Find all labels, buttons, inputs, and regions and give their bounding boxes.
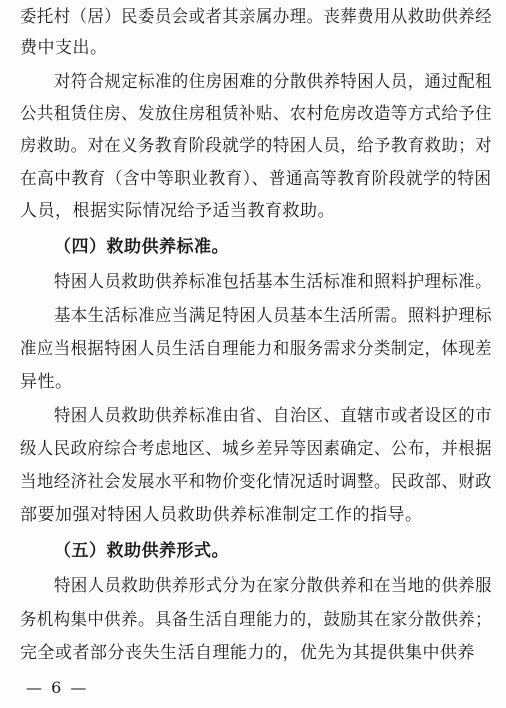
- paragraph-line: 房救助。对在义务教育阶段就学的特困人员，给予教育救助；对: [20, 136, 493, 156]
- paragraph-line: 公共租赁住房、发放住房租赁补贴、农村危房改造等方式给予住: [20, 104, 493, 124]
- paragraph-line: 人员，根据实际情况给予适当教育救助。: [20, 201, 335, 221]
- section-heading: （四）救助供养标准。: [54, 237, 229, 257]
- page-number: — 6 —: [26, 678, 89, 697]
- paragraph-line: 务机构集中供养。具备生活自理能力的，鼓励其在家分散供养；: [20, 610, 493, 630]
- paragraph-line: 部要加强对特困人员救助供养标准制定工作的指导。: [20, 505, 423, 525]
- paragraph-line: 费中支出。: [20, 38, 108, 58]
- paragraph-line: 对符合规定标准的住房困难的分散供养特困人员，通过配租: [54, 72, 492, 92]
- paragraph-line: 在高中教育（含中等职业教育）、普通高等教育阶段就学的特困: [20, 169, 492, 189]
- paragraph-line: 当地经济社会发展水平和物价变化情况适时调整。民政部、财政: [20, 472, 493, 492]
- paragraph-line: 特困人员救助供养形式分为在家分散供养和在当地的供养服: [54, 576, 492, 596]
- paragraph-line: 级人民政府综合考虑地区、城乡差异等因素确定、公布，并根据: [20, 439, 493, 459]
- paragraph-line: 委托村（居）民委员会或者其亲属办理。丧葬费用从救助供养经: [20, 7, 493, 27]
- paragraph-line: 准应当根据特困人员生活自理能力和服务需求分类制定，体现差: [20, 339, 493, 359]
- paragraph-line: 基本生活标准应当满足特困人员基本生活所需。照料护理标: [54, 306, 492, 326]
- paragraph-line: 完全或者部分丧失生活自理能力的，优先为其提供集中供养: [20, 643, 475, 663]
- paragraph-line: 特困人员救助供养标准由省、自治区、直辖市或者设区的市: [54, 406, 492, 426]
- paragraph-line: 特困人员救助供养标准包括基本生活标准和照料护理标准。: [54, 272, 492, 292]
- section-heading: （五）救助供养形式。: [54, 541, 229, 561]
- paragraph-line: 异性。: [20, 372, 73, 392]
